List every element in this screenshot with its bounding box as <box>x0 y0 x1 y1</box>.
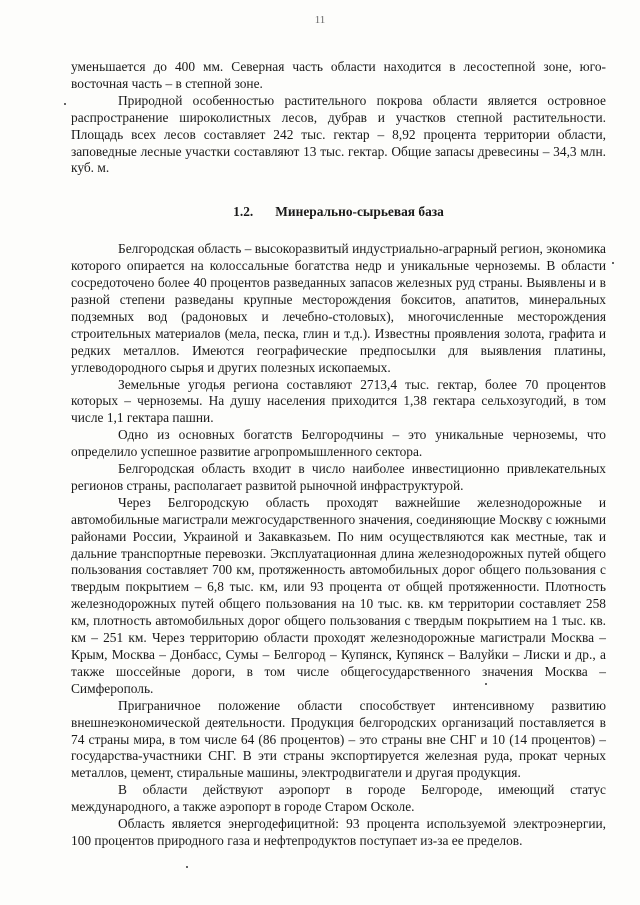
paragraph: уменьшается до 400 мм. Северная часть области находится в лесостепной зоне, юго-восточная часть – в степной зоне. <box>71 59 606 91</box>
paragraph: Через Белгородскую область проходят важнейшие железнодорожные и автомобильные магистрали межгосударственного значения, соединяющие Москву с южными районами России, Украиной и Закавказьем. По ним осуществляются как местные, так и дальние транспортные перевозки. Эксплуатационная длина железнодорожных путей общего пользования составляет 700 км, протяженность автомобильных дорог общего пользования с твердым покрытием – 6,8 тыс. км, или 93 процента от общей протяженности. Плотность железнодорожных путей общего пользования на 10 тыс. кв. км территории составляет 258 км, плотность автомобильных дорог общего пользования с твердым покрытием на 1 тыс. кв. км – 251 км. Через территорию области проходят железнодорожные магистрали Москва – Крым, Москва – Донбасс, Сумы – Белгород – Купянск, Купянск – Валуйки – Лиски и др., а также шоссейные дороги, в том числе общегосударственного значения Москва – Симферополь. <box>71 494 606 696</box>
paragraph: Приграничное положение области способствует интенсивному развитию внешнеэкономической деятельности. Продукция белгородских организаций поставляется в 74 страны мира, в том числе 64 (86 процентов) – это страны вне СНГ и 10 (14 процентов) – государства-участники СНГ. В эти страны экспортируется железная руда, прокат черных металлов, цемент, стиральные машины, электродвигатели и другая продукция. <box>71 697 606 781</box>
scan-speck <box>64 103 66 105</box>
section-number: 1.2. <box>233 204 254 220</box>
scan-speck <box>186 866 188 868</box>
paragraph: Природной особенностью растительного покрова области является островное распространение широколистных лесов, дубрав и участков степной растительности. Площадь всех лесов составляет 242 тыс. гектар – 8,92 процента территории области, заповедные лесные участки составляют 13 тыс. гектар. Общие запасы древесины – 34,3 млн. куб. м. <box>71 92 606 176</box>
paragraph: Белгородская область – высокоразвитый индустриально-аграрный регион, экономика которого опирается на колоссальные богатства недр и уникальные черноземы. В области сосредоточено более 40 процентов разведанных запасов железных руд страны. Выявлены и в разной степени разведаны крупные месторождения бокситов, апатитов, минеральных подземных вод (радоновых и лечебно-столовых), многочисленные месторождения строительных материалов (мела, песка, глин и т.д.). Известны проявления золота, графита и редких металлов. Имеются географические предпосылки для выявления платины, углеводородного сырья и других полезных ископаемых. <box>71 241 606 375</box>
paragraph: Белгородская область входит в число наиболее инвестиционно привлекательных регионов страны, располагает развитой рыночной инфраструктурой. <box>71 461 606 493</box>
document-body <box>71 59 606 850</box>
paragraph: Область является энергодефицитной: 93 процента используемой электроэнергии, 100 процентов природного газа и нефтепродуктов поступает из-за ее пределов. <box>71 816 606 848</box>
paragraph: Земельные угодья региона составляют 2713,4 тыс. гектар, более 70 процентов которых – черноземы. На душу населения приходится 1,38 гектара сельхозугодий, в том числе 1,1 гектара пашни. <box>71 376 606 426</box>
page-number: 11 <box>314 14 326 26</box>
paragraph: В области действуют аэропорт в городе Белгороде, имеющий статус международного, а также аэропорт в городе Старом Осколе. <box>71 782 606 815</box>
section-title: Минерально-сырьевая база <box>275 204 444 220</box>
scan-speck <box>612 262 614 264</box>
section-heading <box>71 204 606 221</box>
paragraph: Одно из основных богатств Белгородчины – это уникальные черноземы, что определило успешное развитие агропромышленного сектора. <box>71 427 606 460</box>
